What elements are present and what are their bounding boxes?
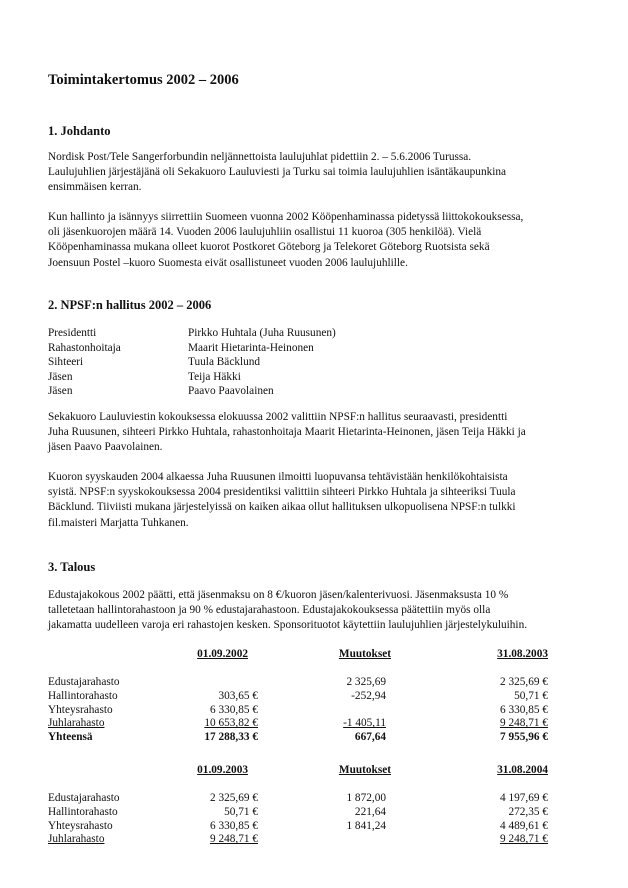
table-cell: 50,71 € [514, 689, 548, 702]
fund-name: Yhteysrahasto [48, 819, 113, 832]
table-row [48, 690, 548, 704]
board-role: Jäsen [48, 370, 73, 383]
table-header-row [48, 764, 548, 780]
total-label: Yhteensä [48, 731, 93, 744]
text-line: jakamatta uudelleen varoja eri rahastojen kesken. Sponsorituotot käytettiin laulujuhlien järjestelykuluihin. [48, 619, 528, 632]
column-header: Muutokset [338, 648, 391, 660]
table-cell: 2 325,69 € [499, 676, 548, 688]
text-line: Bäcklund. Tiiviisti mukana järjestelyissä on kaiken aikaa ollut hallituksen ulkopuolisena NPSF:n tulkki [48, 501, 516, 514]
board-role: Sihteeri [48, 356, 84, 368]
fund-name: Edustajarahasto [48, 676, 120, 688]
text-line: Edustajakokous 2002 päätti, että jäsenmaksu on 8 €/kuoron jäsen/kalenterivuosi. Jäsenmaksusta 10 % [48, 589, 509, 601]
board-person: Pirkko Huhtala (Juha Ruusunen) [188, 327, 336, 339]
table-cell: -1 405,11 [343, 717, 386, 730]
column-header: 01.09.2003 [197, 764, 248, 776]
board-role: Rahastonhoitaja [48, 341, 121, 354]
section-heading-johdanto: 1. Johdanto [48, 124, 111, 138]
paragraph-board-2 [48, 470, 594, 531]
board-person: Maarit Hietarinta-Heinonen [188, 341, 314, 354]
column-header: 01.09.2002 [197, 648, 248, 660]
table-cell: 1 872,00 [346, 792, 386, 804]
column-header: 31.08.2004 [497, 764, 548, 776]
text-line: Juha Ruusunen, sihteeri Pirkko Huhtala, rahastonhoitaja Maarit Hietarinta-Heinonen, jäsen Teija Häkki ja [48, 426, 526, 439]
table-cell: 6 330,85 € [499, 703, 548, 716]
table-row [48, 704, 548, 718]
table-row [48, 806, 548, 820]
table-cell: -252,94 [351, 689, 386, 702]
table-cell: 4 197,69 € [499, 792, 548, 804]
board-person: Teija Häkki [188, 370, 241, 383]
text-line: Laulujuhlien järjestäjänä oli Sekakuoro Lauluviesti ja Turku sai toimia laulujuhlien isäntäkaupunkina [48, 166, 507, 179]
table-cell: 272,35 € [508, 805, 548, 818]
table-cell: 10 653,82 € [204, 717, 258, 730]
table-cell: 667,64 [354, 731, 386, 744]
table-cell: 4 489,61 € [499, 819, 548, 832]
paragraph-board-1 [48, 410, 594, 456]
table-row [48, 820, 548, 834]
board-role: Presidentti [48, 327, 97, 339]
table-row [48, 792, 548, 806]
fund-name: Edustajarahasto [48, 792, 120, 804]
table-cell: 303,65 € [218, 689, 258, 702]
fund-name: Hallintorahasto [48, 689, 118, 702]
table-cell: 2 325,69 € [209, 792, 258, 804]
finance-table-2002-2003 [48, 648, 548, 745]
board-person: Tuula Bäcklund [188, 356, 261, 368]
text-line: talletetaan hallintorahastoon ja 90 % edustajarahastoon. Edustajakokouksessa päätettiin myös olla [48, 604, 491, 617]
table-cell: 1 841,24 [346, 819, 386, 832]
section-heading-talous: 3. Talous [48, 560, 96, 574]
table-cell: 6 330,85 € [209, 819, 258, 832]
column-header: Muutokset [338, 764, 391, 776]
column-header: 31.08.2003 [497, 648, 548, 660]
table-cell: 221,64 [354, 805, 386, 818]
fund-name: Hallintorahasto [48, 805, 118, 818]
text-line: syistä. NPSF:n syyskokouksessa 2004 presidentiksi valittiin sihteeri Pirkko Huhtala ja sihteeriksi Tuula [48, 486, 516, 499]
table-row [48, 833, 548, 847]
text-line: Sekakuoro Lauluviestin kokouksessa elokuussa 2002 valittiin NPSF:n hallitus seuraavasti, presidentti [48, 411, 508, 423]
table-header-row [48, 648, 548, 664]
table-cell: 9 248,71 € [499, 717, 548, 730]
table-row [48, 717, 548, 731]
board-person: Paavo Paavolainen [188, 385, 274, 397]
text-line: jäsen Paavo Paavolainen. [48, 441, 163, 454]
table-cell: 50,71 € [224, 805, 258, 818]
table-cell: 17 288,33 € [204, 731, 258, 744]
table-cell: 9 248,71 € [209, 833, 258, 846]
board-persons [188, 326, 336, 399]
table-total-row [48, 731, 548, 745]
text-line: Kööpenhaminassa mukana olleet kuorot Postkoret Göteborg ja Telekoret Göteborg Ruotsista sekä [48, 241, 490, 254]
spacer [48, 664, 548, 676]
section-heading-hallitus: 2. NPSF:n hallitus 2002 – 2006 [48, 298, 212, 312]
finance-table-2003-2004 [48, 764, 548, 847]
table-cell: 2 325,69 [346, 676, 386, 688]
text-line: Nordisk Post/Tele Sangerforbundin neljännettoista laulujuhlat pidettiin 2. – 5.6.2006 Turussa. [48, 151, 472, 163]
text-line: oli jäsenkuorojen määrä 14. Vuoden 2006 laulujuhliin osallistui 11 kuoroa (305 henkilöä). Vielä [48, 226, 482, 239]
document-title: Toimintakertomus 2002 – 2006 [48, 72, 239, 88]
paragraph-intro-2 [48, 210, 594, 271]
table-row [48, 676, 548, 690]
fund-name: Juhlarahasto [48, 833, 105, 846]
text-line: fil.maisteri Marjatta Tuhkanen. [48, 516, 189, 529]
text-line: Kun hallinto ja isännyys siirrettiin Suomeen vuonna 2002 Kööpenhaminassa pidetyssä liittokokouksessa, [48, 211, 524, 223]
table-cell: 6 330,85 € [209, 703, 258, 716]
text-line: Kuoron syyskauden 2004 alkaessa Juha Ruusunen ilmoitti luopuvansa tehtävistään henkilökohtaisista [48, 471, 508, 483]
text-line: Joensuun Postel –kuoro Suomesta eivät osallistuneet vuoden 2006 laulujuhlille. [48, 256, 408, 269]
board-role: Jäsen [48, 385, 73, 397]
paragraph-finance [48, 588, 594, 634]
table-cell: 9 248,71 € [499, 833, 548, 846]
board-roles [48, 326, 121, 399]
spacer [48, 780, 548, 792]
paragraph-intro-1 [48, 150, 594, 196]
fund-name: Juhlarahasto [48, 717, 105, 730]
table-cell: 7 955,96 € [499, 731, 548, 744]
fund-name: Yhteysrahasto [48, 703, 113, 716]
text-line: ensimmäisen kerran. [48, 181, 142, 194]
